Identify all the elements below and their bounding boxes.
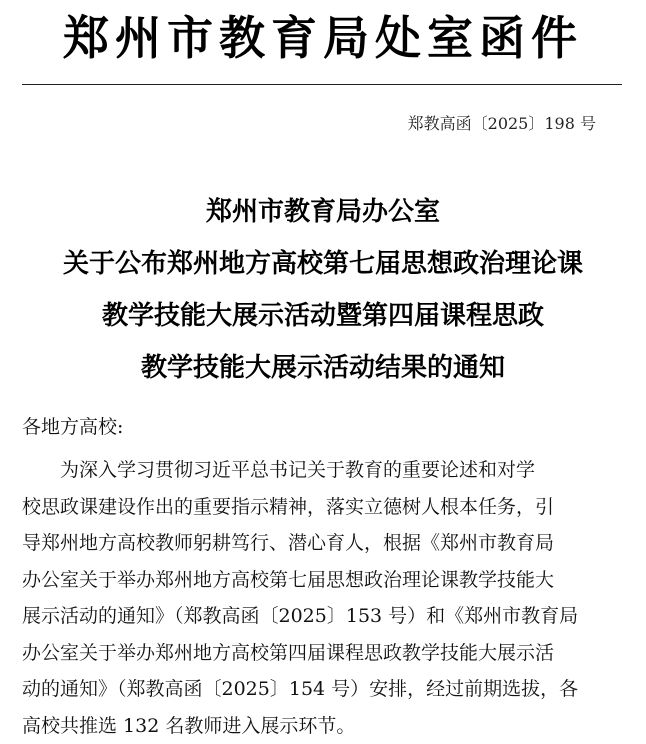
- body-line: 为深入学习贯彻习近平总书记关于教育的重要论述和对学: [60, 459, 536, 481]
- title-line: 教学技能大展示活动暨第四届课程思政: [101, 301, 544, 331]
- body-line: 动的通知》（郑教高函〔2025〕154 号）安排，经过前期选拔，各: [22, 678, 579, 700]
- body-line: 导郑州地方高校教师躬耕笃行、潜心育人，根据《郑州市教育局: [22, 532, 555, 554]
- title-line: 郑州市教育局办公室: [205, 197, 440, 227]
- body-line: 办公室关于举办郑州地方高校第七届思想政治理论课教学技能大: [22, 568, 555, 591]
- title-line: 关于公布郑州地方高校第七届思想政治理论课: [62, 249, 583, 279]
- document-title: [0, 186, 646, 394]
- body-line: 办公室关于举办郑州地方高校第四届课程思政教学技能大展示活: [22, 641, 555, 664]
- body-paragraph: [22, 452, 622, 744]
- masthead: 郑州市教育局处室函件: [63, 11, 583, 65]
- body-line: 高校共推选 132 名教师进入展示环节。: [22, 714, 356, 737]
- document-number: 郑教高函〔2025〕198 号: [407, 114, 596, 133]
- body-line: 展示活动的通知》（郑教高函〔2025〕153 号）和《郑州市教育局: [22, 605, 579, 627]
- header-divider: [22, 84, 622, 85]
- salutation: 各地方高校:: [22, 416, 124, 438]
- body-line: 校思政课建设作出的重要指示精神，落实立德树人根本任务，引: [22, 495, 555, 518]
- title-line: 教学技能大展示活动结果的通知: [140, 353, 505, 383]
